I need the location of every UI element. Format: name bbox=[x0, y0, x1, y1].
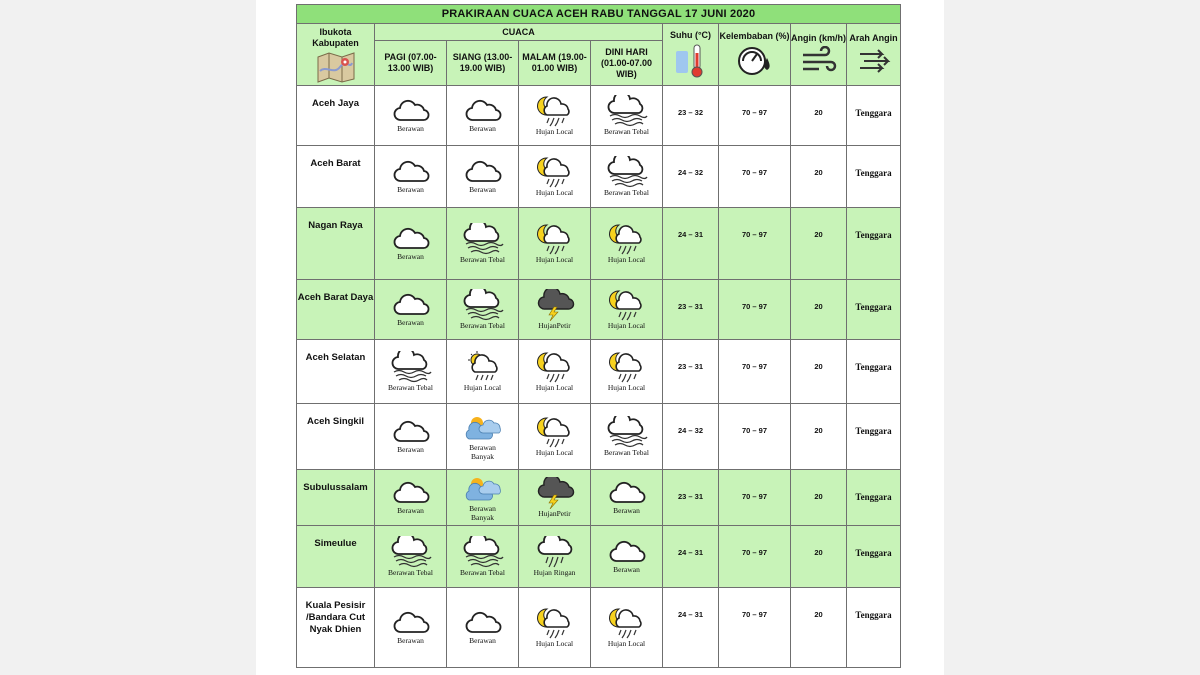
weather-label: Berawan Banyak bbox=[469, 503, 496, 522]
wind-speed-value: 20 bbox=[791, 588, 847, 668]
cloud-icon bbox=[591, 480, 662, 506]
humidity-value: 70 – 97 bbox=[719, 340, 791, 404]
temperature-value: 23 – 31 bbox=[663, 470, 719, 526]
wind-direction-value: Tenggara bbox=[847, 86, 901, 146]
moon-rain-icon bbox=[519, 223, 590, 255]
weather-label: Berawan Tebal bbox=[604, 127, 649, 136]
weather-label: Berawan Tebal bbox=[388, 383, 433, 392]
document-page bbox=[256, 0, 944, 675]
region-name: Nagan Raya bbox=[297, 208, 375, 280]
table-row bbox=[297, 340, 901, 404]
header-angin bbox=[791, 24, 847, 86]
moon-rain-icon bbox=[519, 156, 590, 188]
region-name: Aceh Singkil bbox=[297, 404, 375, 470]
hygrometer-icon bbox=[737, 44, 773, 78]
weather-label: Berawan bbox=[397, 124, 424, 133]
temperature-value: 23 – 32 bbox=[663, 86, 719, 146]
weather-cell bbox=[591, 404, 663, 470]
cloud-icon bbox=[375, 226, 446, 252]
weather-label: Hujan Local bbox=[535, 639, 574, 648]
cloud-icon bbox=[447, 610, 518, 636]
header-arah bbox=[847, 24, 901, 86]
cloud-icon bbox=[447, 159, 518, 185]
wind-direction-icon bbox=[856, 46, 892, 76]
thunder-icon bbox=[519, 477, 590, 509]
table-row bbox=[297, 146, 901, 208]
table-row bbox=[297, 280, 901, 340]
rain-cloud-icon bbox=[519, 536, 590, 568]
heavy-cloud-icon bbox=[591, 156, 662, 188]
thermometer-icon bbox=[674, 43, 708, 79]
weather-label: Berawan Tebal bbox=[604, 448, 649, 457]
weather-cell bbox=[375, 526, 447, 588]
weather-label: Berawan Banyak bbox=[469, 442, 496, 461]
temperature-value: 24 – 31 bbox=[663, 526, 719, 588]
table-row bbox=[297, 588, 901, 668]
region-name: Aceh Barat bbox=[297, 146, 375, 208]
header-angin-label: Angin (km/h) bbox=[791, 33, 846, 43]
map-icon bbox=[316, 51, 356, 83]
header-suhu-label: Suhu (°C) bbox=[669, 30, 712, 40]
heavy-cloud-icon bbox=[447, 536, 518, 568]
moon-rain-icon bbox=[519, 95, 590, 127]
weather-cell bbox=[375, 146, 447, 208]
temperature-value: 23 – 31 bbox=[663, 340, 719, 404]
header-region-label: Ibukota Kabupaten bbox=[312, 26, 359, 48]
moon-rain-icon bbox=[519, 607, 590, 639]
region-name: Aceh Jaya bbox=[297, 86, 375, 146]
heavy-cloud-icon bbox=[447, 289, 518, 321]
wind-direction-value: Tenggara bbox=[847, 588, 901, 668]
weather-cell bbox=[447, 340, 519, 404]
weather-cell bbox=[375, 208, 447, 280]
weather-label: Berawan Tebal bbox=[460, 568, 505, 577]
weather-cell bbox=[519, 588, 591, 668]
moon-rain-icon bbox=[591, 607, 662, 639]
header-suhu bbox=[663, 24, 719, 86]
temperature-value: 24 – 31 bbox=[663, 588, 719, 668]
heavy-cloud-icon bbox=[591, 95, 662, 127]
header-dini: DINI HARI (01.00-07.00 WIB) bbox=[591, 41, 663, 86]
weather-cell bbox=[375, 86, 447, 146]
weather-cell bbox=[591, 588, 663, 668]
weather-label: Berawan bbox=[469, 636, 496, 645]
humidity-value: 70 – 97 bbox=[719, 470, 791, 526]
wind-direction-value: Tenggara bbox=[847, 470, 901, 526]
weather-cell bbox=[519, 340, 591, 404]
weather-label: HujanPetir bbox=[538, 321, 571, 330]
weather-cell bbox=[447, 526, 519, 588]
weather-label: Hujan Local bbox=[535, 127, 574, 136]
wind-speed-value: 20 bbox=[791, 470, 847, 526]
wind-speed-value: 20 bbox=[791, 280, 847, 340]
weather-cell bbox=[591, 340, 663, 404]
moon-rain-icon bbox=[591, 289, 662, 321]
cloud-icon bbox=[375, 159, 446, 185]
weather-label: HujanPetir bbox=[538, 509, 571, 518]
weather-label: Berawan bbox=[613, 506, 640, 515]
wind-speed-value: 20 bbox=[791, 86, 847, 146]
humidity-value: 70 – 97 bbox=[719, 588, 791, 668]
wind-speed-value: 20 bbox=[791, 146, 847, 208]
weather-label: Hujan Local bbox=[535, 383, 574, 392]
weather-cell bbox=[591, 280, 663, 340]
temperature-value: 23 – 31 bbox=[663, 280, 719, 340]
weather-cell bbox=[591, 526, 663, 588]
wind-speed-value: 20 bbox=[791, 526, 847, 588]
weather-cell bbox=[591, 146, 663, 208]
table-row bbox=[297, 470, 901, 526]
temperature-value: 24 – 32 bbox=[663, 146, 719, 208]
weather-label: Berawan Tebal bbox=[460, 321, 505, 330]
region-name: Simeulue bbox=[297, 526, 375, 588]
weather-cell bbox=[375, 588, 447, 668]
table-title: PRAKIRAAN CUACA ACEH RABU TANGGAL 17 JUNI 2020 bbox=[297, 5, 901, 24]
weather-cell bbox=[519, 280, 591, 340]
weather-label: Berawan Tebal bbox=[604, 188, 649, 197]
wind-direction-value: Tenggara bbox=[847, 526, 901, 588]
region-name: Aceh Selatan bbox=[297, 340, 375, 404]
weather-label: Hujan Local bbox=[607, 383, 646, 392]
weather-label: Hujan Local bbox=[535, 188, 574, 197]
weather-cell bbox=[375, 280, 447, 340]
humidity-value: 70 – 97 bbox=[719, 280, 791, 340]
header-region bbox=[297, 24, 375, 86]
humidity-value: 70 – 97 bbox=[719, 526, 791, 588]
cloud-icon bbox=[375, 98, 446, 124]
wind-speed-value: 20 bbox=[791, 340, 847, 404]
wind-direction-value: Tenggara bbox=[847, 280, 901, 340]
region-name: Aceh Barat Daya bbox=[297, 280, 375, 340]
color-cloud-icon bbox=[447, 413, 518, 443]
weather-label: Berawan bbox=[397, 318, 424, 327]
color-cloud-icon bbox=[447, 474, 518, 504]
weather-cell bbox=[447, 146, 519, 208]
wind-direction-value: Tenggara bbox=[847, 404, 901, 470]
weather-label: Berawan bbox=[397, 185, 424, 194]
region-name: Kuala Pesisir /Bandara Cut Nyak Dhien bbox=[297, 588, 375, 668]
weather-cell bbox=[591, 208, 663, 280]
wind-direction-value: Tenggara bbox=[847, 208, 901, 280]
heavy-cloud-icon bbox=[447, 223, 518, 255]
wind-direction-value: Tenggara bbox=[847, 146, 901, 208]
weather-label: Hujan Local bbox=[607, 321, 646, 330]
weather-label: Hujan Local bbox=[463, 383, 502, 392]
temperature-value: 24 – 32 bbox=[663, 404, 719, 470]
wind-icon bbox=[801, 46, 837, 76]
weather-cell bbox=[447, 470, 519, 526]
weather-cell bbox=[447, 588, 519, 668]
cloud-icon bbox=[591, 539, 662, 565]
header-pagi: PAGI (07.00-13.00 WIB) bbox=[375, 41, 447, 86]
heavy-cloud-icon bbox=[591, 416, 662, 448]
weather-label: Hujan Local bbox=[535, 448, 574, 457]
moon-rain-icon bbox=[591, 223, 662, 255]
header-arah-label: Arah Angin bbox=[849, 33, 898, 43]
weather-cell bbox=[519, 404, 591, 470]
table-row bbox=[297, 526, 901, 588]
thunder-icon bbox=[519, 289, 590, 321]
heavy-cloud-icon bbox=[375, 351, 446, 383]
weather-label: Berawan bbox=[397, 445, 424, 454]
header-kelembaban-label: Kelembaban (%) bbox=[719, 31, 790, 41]
weather-cell bbox=[519, 146, 591, 208]
forecast-rows bbox=[297, 86, 901, 668]
header-siang: SIANG (13.00-19.00 WIB) bbox=[447, 41, 519, 86]
humidity-value: 70 – 97 bbox=[719, 146, 791, 208]
weather-label: Berawan bbox=[613, 565, 640, 574]
humidity-value: 70 – 97 bbox=[719, 86, 791, 146]
weather-label: Berawan bbox=[397, 506, 424, 515]
region-name: Subulussalam bbox=[297, 470, 375, 526]
humidity-value: 70 – 97 bbox=[719, 404, 791, 470]
weather-label: Hujan Local bbox=[607, 255, 646, 264]
weather-label: Hujan Ringan bbox=[533, 568, 576, 577]
wind-speed-value: 20 bbox=[791, 208, 847, 280]
moon-rain-icon bbox=[519, 416, 590, 448]
weather-cell bbox=[519, 526, 591, 588]
weather-cell bbox=[447, 404, 519, 470]
weather-cell bbox=[519, 86, 591, 146]
forecast-table bbox=[296, 4, 901, 668]
sun-rain-icon bbox=[447, 351, 518, 383]
weather-cell bbox=[447, 208, 519, 280]
weather-cell bbox=[375, 404, 447, 470]
moon-rain-icon bbox=[591, 351, 662, 383]
weather-label: Berawan Tebal bbox=[388, 568, 433, 577]
weather-label: Hujan Local bbox=[535, 255, 574, 264]
cloud-icon bbox=[375, 480, 446, 506]
cloud-icon bbox=[375, 610, 446, 636]
weather-cell bbox=[447, 280, 519, 340]
moon-rain-icon bbox=[519, 351, 590, 383]
weather-cell bbox=[591, 86, 663, 146]
weather-cell bbox=[519, 208, 591, 280]
weather-label: Hujan Local bbox=[607, 639, 646, 648]
header-cuaca: CUACA bbox=[375, 24, 663, 41]
wind-direction-value: Tenggara bbox=[847, 340, 901, 404]
weather-cell bbox=[375, 340, 447, 404]
header-kelembaban bbox=[719, 24, 791, 86]
cloud-icon bbox=[375, 292, 446, 318]
weather-cell bbox=[519, 470, 591, 526]
weather-cell bbox=[447, 86, 519, 146]
weather-label: Berawan bbox=[397, 252, 424, 261]
temperature-value: 24 – 31 bbox=[663, 208, 719, 280]
header-malam: MALAM (19.00-01.00 WIB) bbox=[519, 41, 591, 86]
weather-label: Berawan Tebal bbox=[460, 255, 505, 264]
weather-cell bbox=[591, 470, 663, 526]
cloud-icon bbox=[447, 98, 518, 124]
heavy-cloud-icon bbox=[375, 536, 446, 568]
cloud-icon bbox=[375, 419, 446, 445]
table-row bbox=[297, 208, 901, 280]
wind-speed-value: 20 bbox=[791, 404, 847, 470]
table-row bbox=[297, 86, 901, 146]
humidity-value: 70 – 97 bbox=[719, 208, 791, 280]
table-row bbox=[297, 404, 901, 470]
weather-label: Berawan bbox=[397, 636, 424, 645]
weather-label: Berawan bbox=[469, 185, 496, 194]
weather-label: Berawan bbox=[469, 124, 496, 133]
weather-cell bbox=[375, 470, 447, 526]
